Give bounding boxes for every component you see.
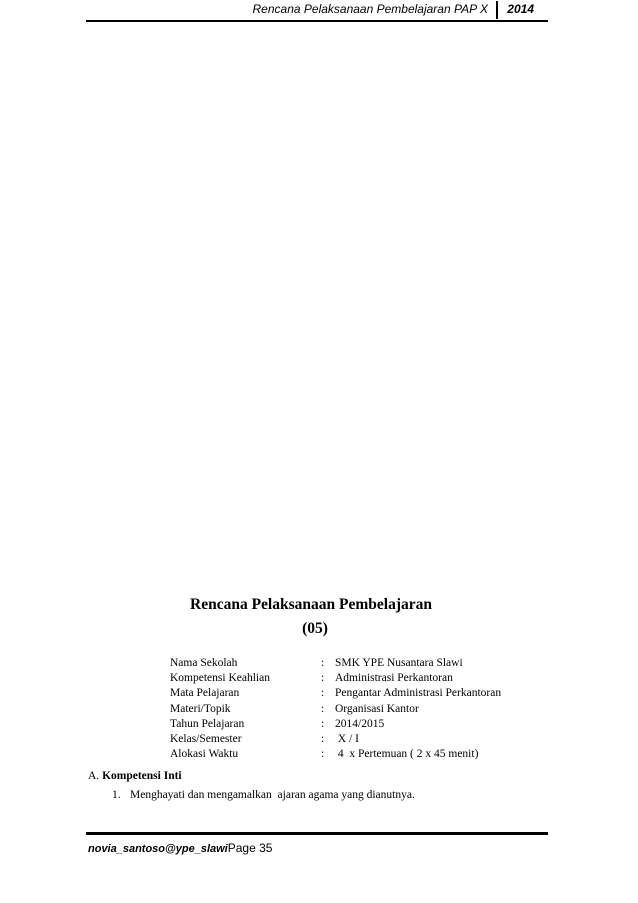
info-label: Alokasi Waktu (170, 748, 239, 761)
header-title: Rencana Pelaksanaan Pembelajaran PAP X (252, 2, 488, 16)
info-value: Organisasi Kantor (335, 702, 419, 715)
header-year: 2014 (507, 2, 534, 16)
page-header (86, 0, 548, 22)
section-letter: A. (88, 770, 100, 782)
info-colon: : (321, 657, 325, 669)
identity-table (170, 656, 501, 762)
list-item-number: 1. (112, 789, 121, 801)
section-a-heading (88, 770, 182, 782)
info-row-school (170, 656, 501, 671)
info-row-year (170, 717, 501, 732)
info-value: Administrasi Perkantoran (335, 672, 453, 685)
page-footer (88, 841, 272, 855)
info-colon: : (321, 717, 325, 730)
info-label: Tahun Pelajaran (170, 717, 245, 730)
header-separator (496, 1, 498, 19)
document-title: Rencana Pelaksanaan Pembelajaran (190, 596, 432, 613)
info-row-time (170, 747, 501, 762)
footer-email: novia_santoso@ype_slawi (88, 843, 228, 855)
info-row-topic (170, 702, 501, 717)
list-item (112, 789, 415, 801)
info-value: X / I (335, 733, 359, 746)
info-label: Kelas/Semester (170, 733, 242, 746)
info-label: Nama Sekolah (170, 657, 238, 669)
info-label: Kompetensi Keahlian (170, 672, 270, 685)
info-row-competency (170, 671, 501, 686)
document-number: (05) (302, 620, 328, 637)
info-value: Pengantar Administrasi Perkantoran (335, 687, 502, 700)
info-value: 4 x Pertemuan ( 2 x 45 menit) (335, 748, 479, 761)
list-item-text: Menghayati dan mengamalkan ajaran agama yang dianutnya. (130, 789, 415, 801)
info-colon: : (321, 702, 325, 715)
info-colon: : (321, 672, 325, 685)
info-colon: : (321, 733, 325, 746)
info-row-subject (170, 686, 501, 701)
info-label: Materi/Topik (170, 702, 231, 715)
info-label: Mata Pelajaran (170, 687, 240, 700)
info-colon: : (321, 748, 325, 761)
info-value: 2014/2015 (335, 717, 385, 730)
info-row-class (170, 732, 501, 747)
section-title: Kompetensi Inti (102, 770, 182, 782)
footer-divider (86, 832, 548, 835)
info-value: SMK YPE Nusantara Slawi (335, 657, 463, 669)
info-colon: : (321, 687, 325, 700)
footer-page-label: Page 35 (227, 841, 273, 855)
